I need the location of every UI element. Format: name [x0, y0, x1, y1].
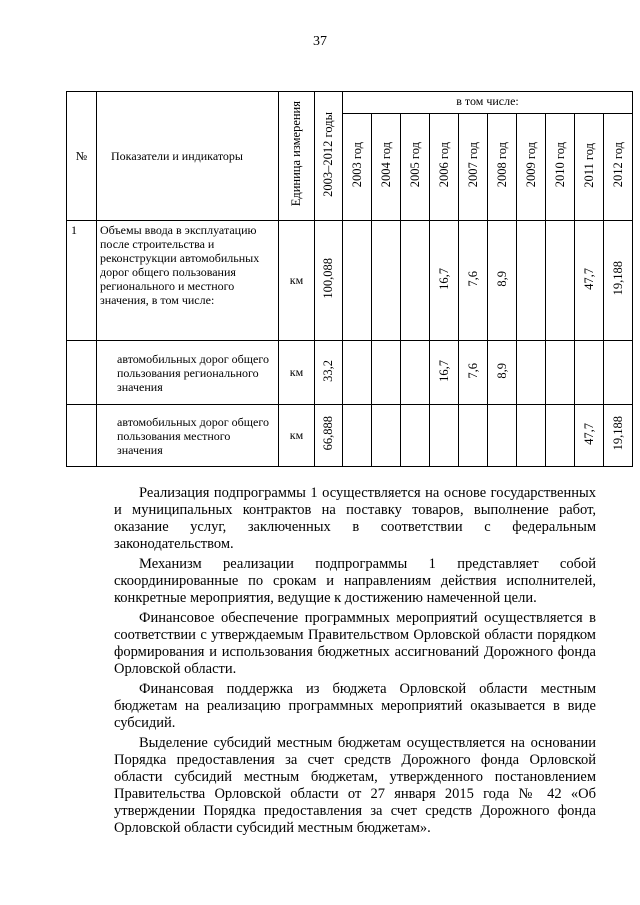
header-year: 2007 год	[459, 114, 488, 221]
row-number	[67, 341, 97, 405]
value-cell: 8,9	[488, 221, 517, 341]
total-cell: 100,088	[315, 221, 343, 341]
value-cell	[517, 341, 546, 405]
unit-cell: км	[279, 221, 315, 341]
header-year: 2010 год	[546, 114, 575, 221]
paragraph: Финансовая поддержка из бюджета Орловской области местным бюджетам на реализацию программных мероприятий оказывается в виде субсидий.	[114, 681, 596, 731]
header-year: 2006 год	[430, 114, 459, 221]
header-number: №	[67, 92, 97, 221]
value-cell	[604, 341, 633, 405]
paragraph: Выделение субсидий местным бюджетам осуществляется на основании Порядка предоставления за счет средств Дорожного фонда Орловской области субсидий местным бюджетам, утвержденного постановлением Правительства Орловской области от 27 января 2015 года № 42 «Об утверждении Порядка предоставления за счет средств Дорожного фонда Орловской области субсидий местным бюджетам».	[114, 735, 596, 836]
value-cell	[430, 405, 459, 467]
body-text	[114, 485, 596, 840]
value-cell	[372, 221, 401, 341]
value-cell	[372, 341, 401, 405]
header-total: 2003–2012 годы	[315, 92, 343, 221]
value-cell	[459, 405, 488, 467]
value-cell	[575, 341, 604, 405]
row-number	[67, 405, 97, 467]
value-cell	[488, 405, 517, 467]
unit-cell: км	[279, 405, 315, 467]
value-cell: 47,7	[575, 221, 604, 341]
value-cell: 19,188	[604, 405, 633, 467]
value-cell	[546, 341, 575, 405]
value-cell	[372, 405, 401, 467]
indicators-table	[66, 91, 633, 467]
header-year: 2005 год	[401, 114, 430, 221]
value-cell	[546, 221, 575, 341]
header-year: 2009 год	[517, 114, 546, 221]
value-cell: 19,188	[604, 221, 633, 341]
value-cell	[401, 341, 430, 405]
value-cell	[343, 221, 372, 341]
value-cell	[517, 221, 546, 341]
indicator-label: автомобильных дорог общего пользования регионального значения	[97, 341, 279, 405]
value-cell	[517, 405, 546, 467]
header-year: 2004 год	[372, 114, 401, 221]
indicator-label: Объемы ввода в эксплуатацию после строительства и реконструкции автомобильных дорог общего пользования регионального и местного значения, в том числе:	[97, 221, 279, 341]
header-indicators: Показатели и индикаторы	[97, 92, 279, 221]
paragraph: Реализация подпрограммы 1 осуществляется на основе государственных и муниципальных контрактов на поставку товаров, выполнение работ, оказание услуг, заключенных в соответствии с федеральным законодательством.	[114, 485, 596, 552]
header-year: 2011 год	[575, 114, 604, 221]
value-cell	[401, 405, 430, 467]
value-cell: 47,7	[575, 405, 604, 467]
total-cell: 66,888	[315, 405, 343, 467]
value-cell: 8,9	[488, 341, 517, 405]
header-unit: Единица измерения	[279, 92, 315, 221]
indicator-label: автомобильных дорог общего пользования местного значения	[97, 405, 279, 467]
header-year: 2012 год	[604, 114, 633, 221]
value-cell: 16,7	[430, 341, 459, 405]
unit-cell: км	[279, 341, 315, 405]
header-including: в том числе:	[343, 92, 633, 114]
value-cell	[343, 341, 372, 405]
paragraph: Механизм реализации подпрограммы 1 представляет собой скоординированные по срокам и направлениям действия исполнителей, конкретные мероприятия, ведущие к достижению намеченной цели.	[114, 556, 596, 606]
value-cell	[401, 221, 430, 341]
paragraph: Финансовое обеспечение программных мероприятий осуществляется в соответствии с утверждаемым Правительством Орловской области порядком формирования и использования бюджетных ассигнований Дорожного фонда Орловской области.	[114, 610, 596, 677]
header-year: 2003 год	[343, 114, 372, 221]
total-cell: 33,2	[315, 341, 343, 405]
value-cell: 7,6	[459, 221, 488, 341]
header-year: 2008 год	[488, 114, 517, 221]
row-number: 1	[67, 221, 97, 341]
page-number: 37	[313, 34, 327, 49]
value-cell	[546, 405, 575, 467]
value-cell	[343, 405, 372, 467]
value-cell: 7,6	[459, 341, 488, 405]
value-cell: 16,7	[430, 221, 459, 341]
